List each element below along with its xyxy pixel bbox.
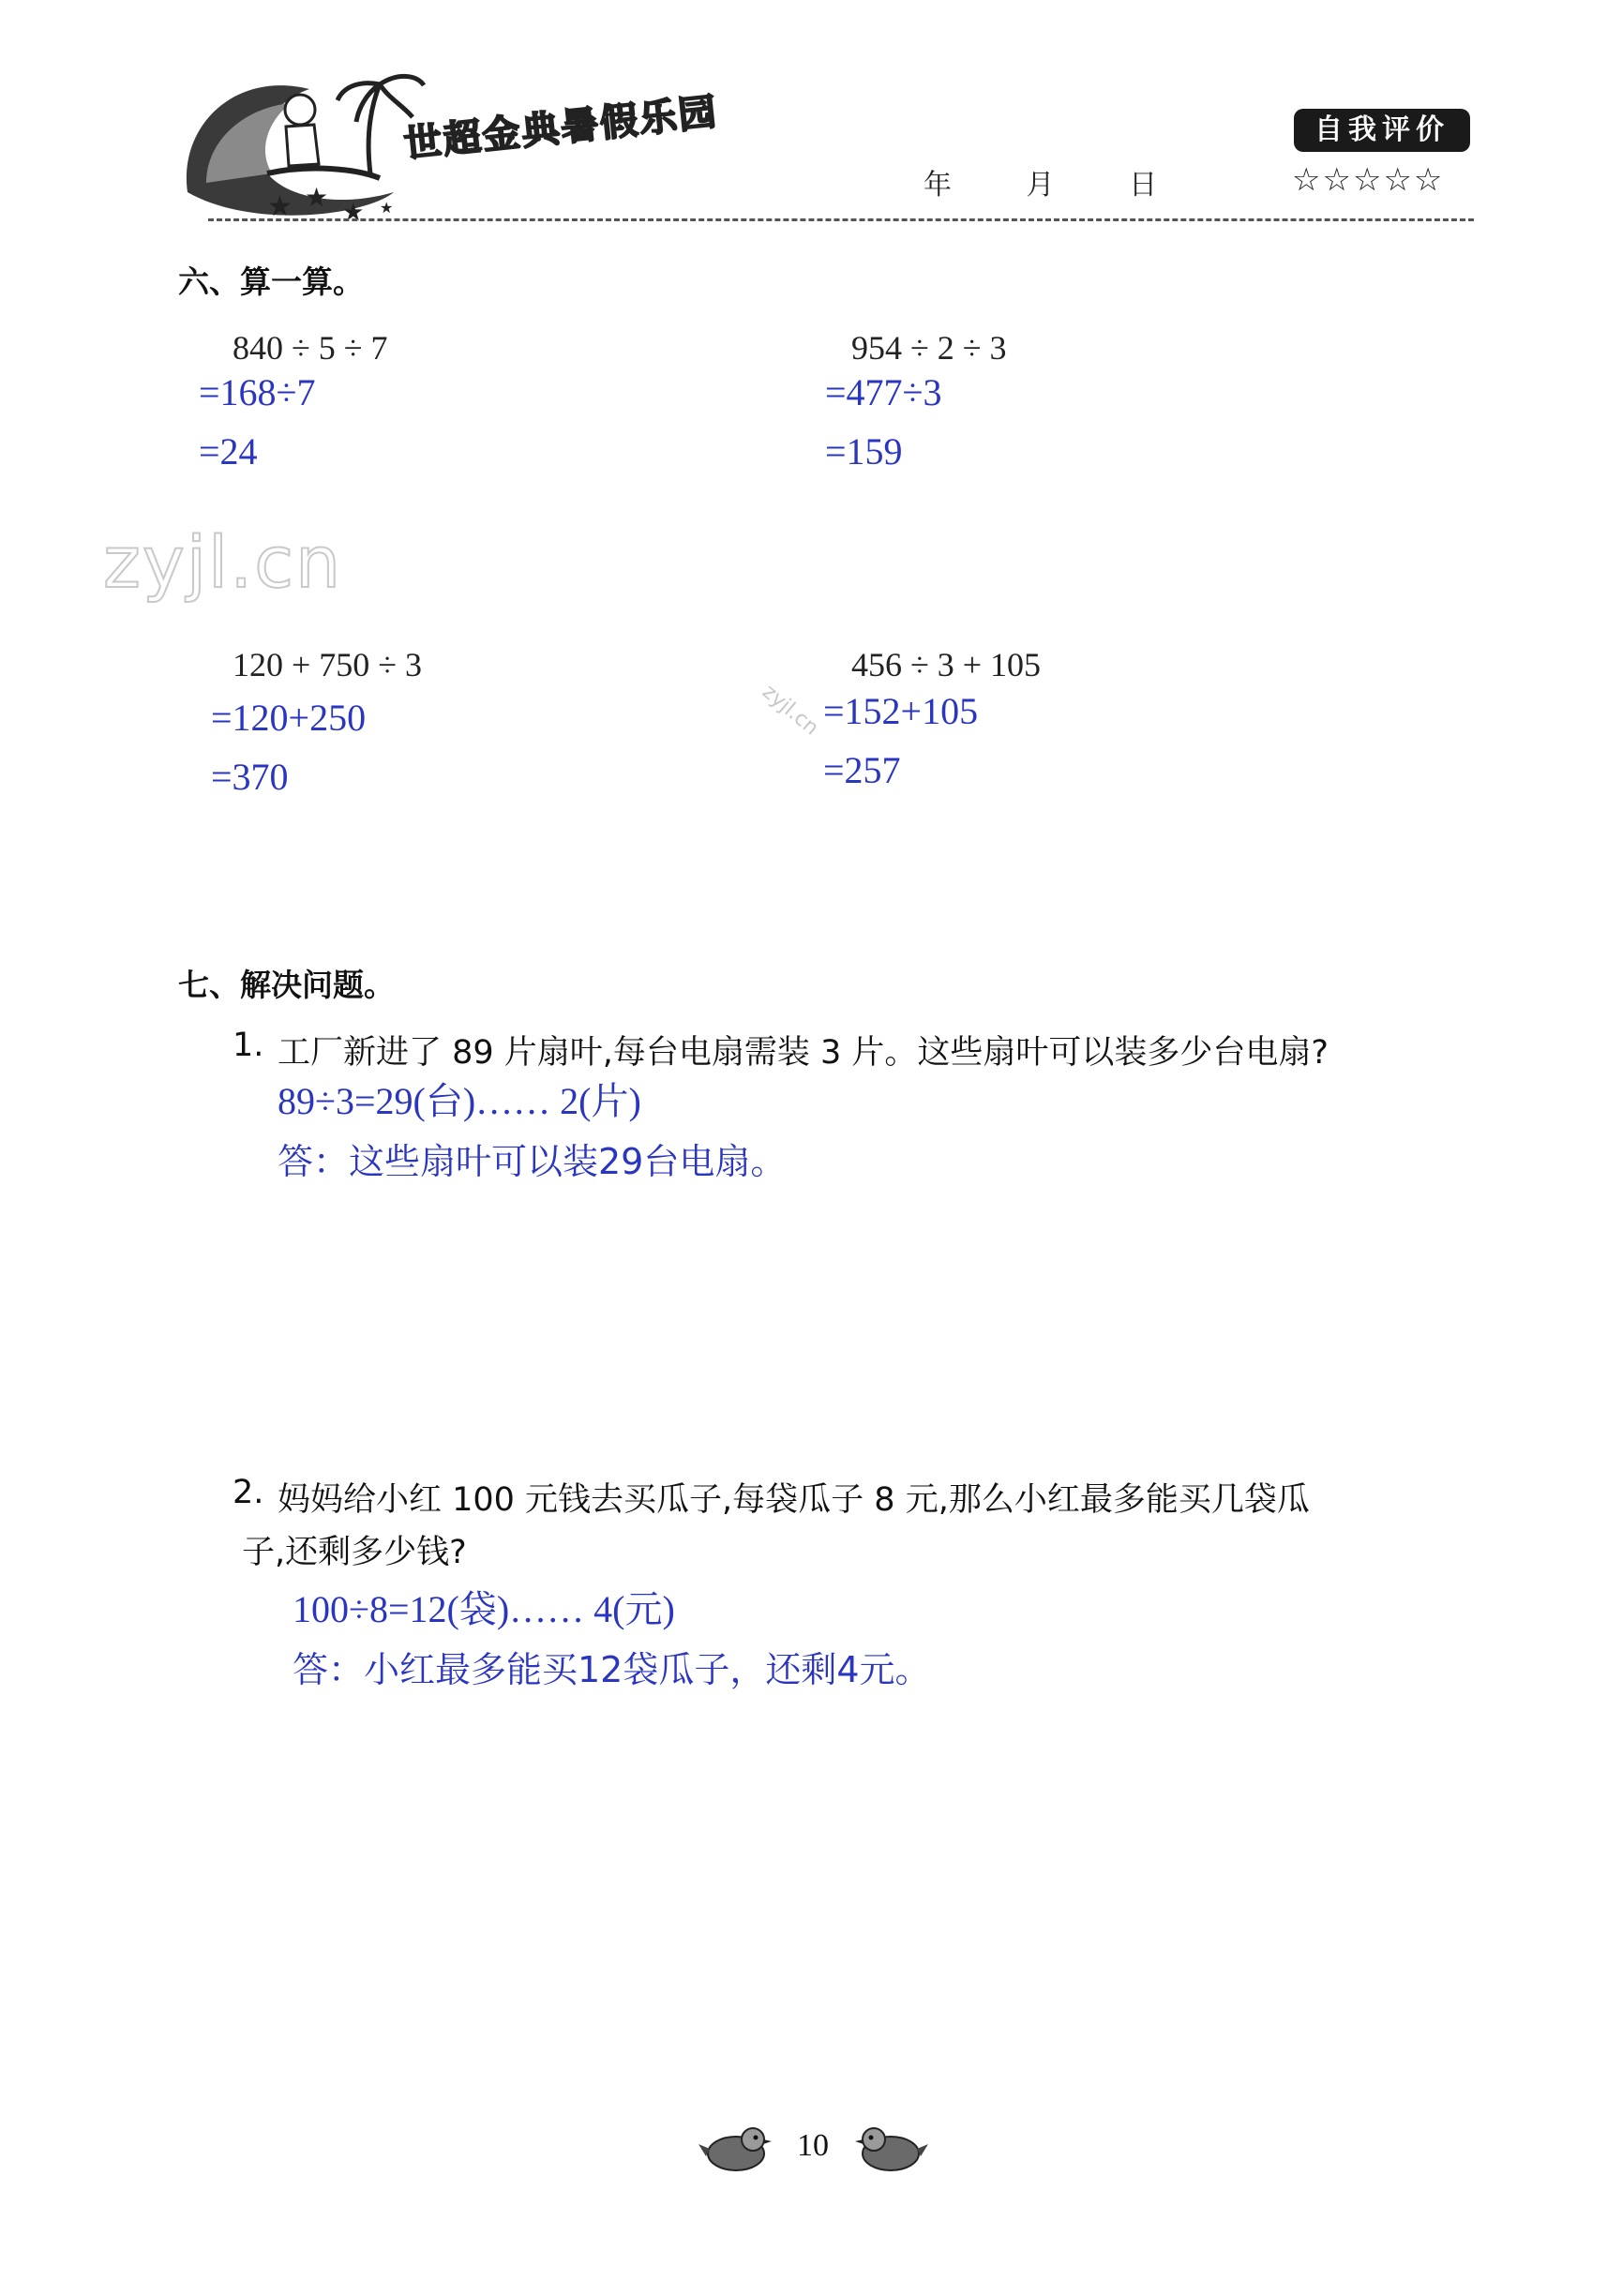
watermark-large: zyjl.cn [103, 520, 343, 604]
problem-4-expression: 456 ÷ 3 + 105 [851, 646, 1042, 683]
problem-2-expression: 954 ÷ 2 ÷ 3 [851, 329, 1007, 367]
svg-text:★: ★ [342, 199, 365, 227]
watermark-small: zyjl.cn [758, 680, 823, 741]
question-2-answer-text: 答：小红最多能买12袋瓜子，还剩4元。 [293, 1649, 931, 1690]
self-eval-badge: 自我评价 [1294, 109, 1470, 152]
problem-1-expression: 840 ÷ 5 ÷ 7 [233, 329, 388, 367]
problem-1-step-2: =24 [199, 430, 258, 473]
date-day-label: 日 [1129, 169, 1158, 202]
problem-3-step-2: =370 [211, 756, 289, 798]
question-1-number: 1. [233, 1027, 264, 1064]
question-2-number: 2. [233, 1474, 264, 1511]
problem-3-expression: 120 + 750 ÷ 3 [233, 646, 423, 683]
problem-2-step-1: =477÷3 [825, 371, 942, 413]
date-month-label: 月 [1026, 169, 1055, 202]
question-2-text-line-2: 子,还剩多少钱? [242, 1534, 467, 1571]
problem-4-step-2: =257 [823, 749, 901, 791]
bird-icon [698, 2121, 773, 2181]
question-2-answer-calc: 100÷8=12(袋)…… 4(元) [293, 1588, 675, 1630]
problem-4-step-1: =152+105 [823, 690, 979, 732]
section-7-title: 七、解决问题。 [178, 967, 395, 1003]
problem-1-step-1: =168÷7 [199, 371, 316, 413]
date-fields [924, 161, 1223, 203]
brand-title: 世超金典暑假乐园 [401, 90, 720, 167]
question-1-text: 工厂新进了 89 片扇叶,每台电扇需装 3 片。这些扇叶可以装多少台电扇? [278, 1034, 1329, 1072]
rating-stars[interactable]: ☆☆☆☆☆ [1292, 161, 1445, 199]
date-year-label: 年 [924, 169, 952, 202]
svg-text:★: ★ [267, 190, 293, 223]
problem-3-step-1: =120+250 [211, 697, 367, 739]
question-1-answer-calc: 89÷3=29(台)…… 2(片) [278, 1080, 641, 1122]
bird-icon [853, 2121, 928, 2181]
question-1-answer-text: 答：这些扇叶可以装29台电扇。 [278, 1141, 787, 1182]
question-2-text-line-1: 妈妈给小红 100 元钱去买瓜子,每袋瓜子 8 元,那么小红最多能买几袋瓜 [278, 1481, 1310, 1519]
svg-text:★: ★ [305, 182, 329, 213]
section-6-title: 六、算一算。 [178, 263, 364, 300]
svg-text:★: ★ [380, 199, 394, 217]
problem-2-step-2: =159 [825, 430, 903, 473]
page-number: 10 [797, 2128, 829, 2163]
header-divider [208, 218, 1474, 221]
